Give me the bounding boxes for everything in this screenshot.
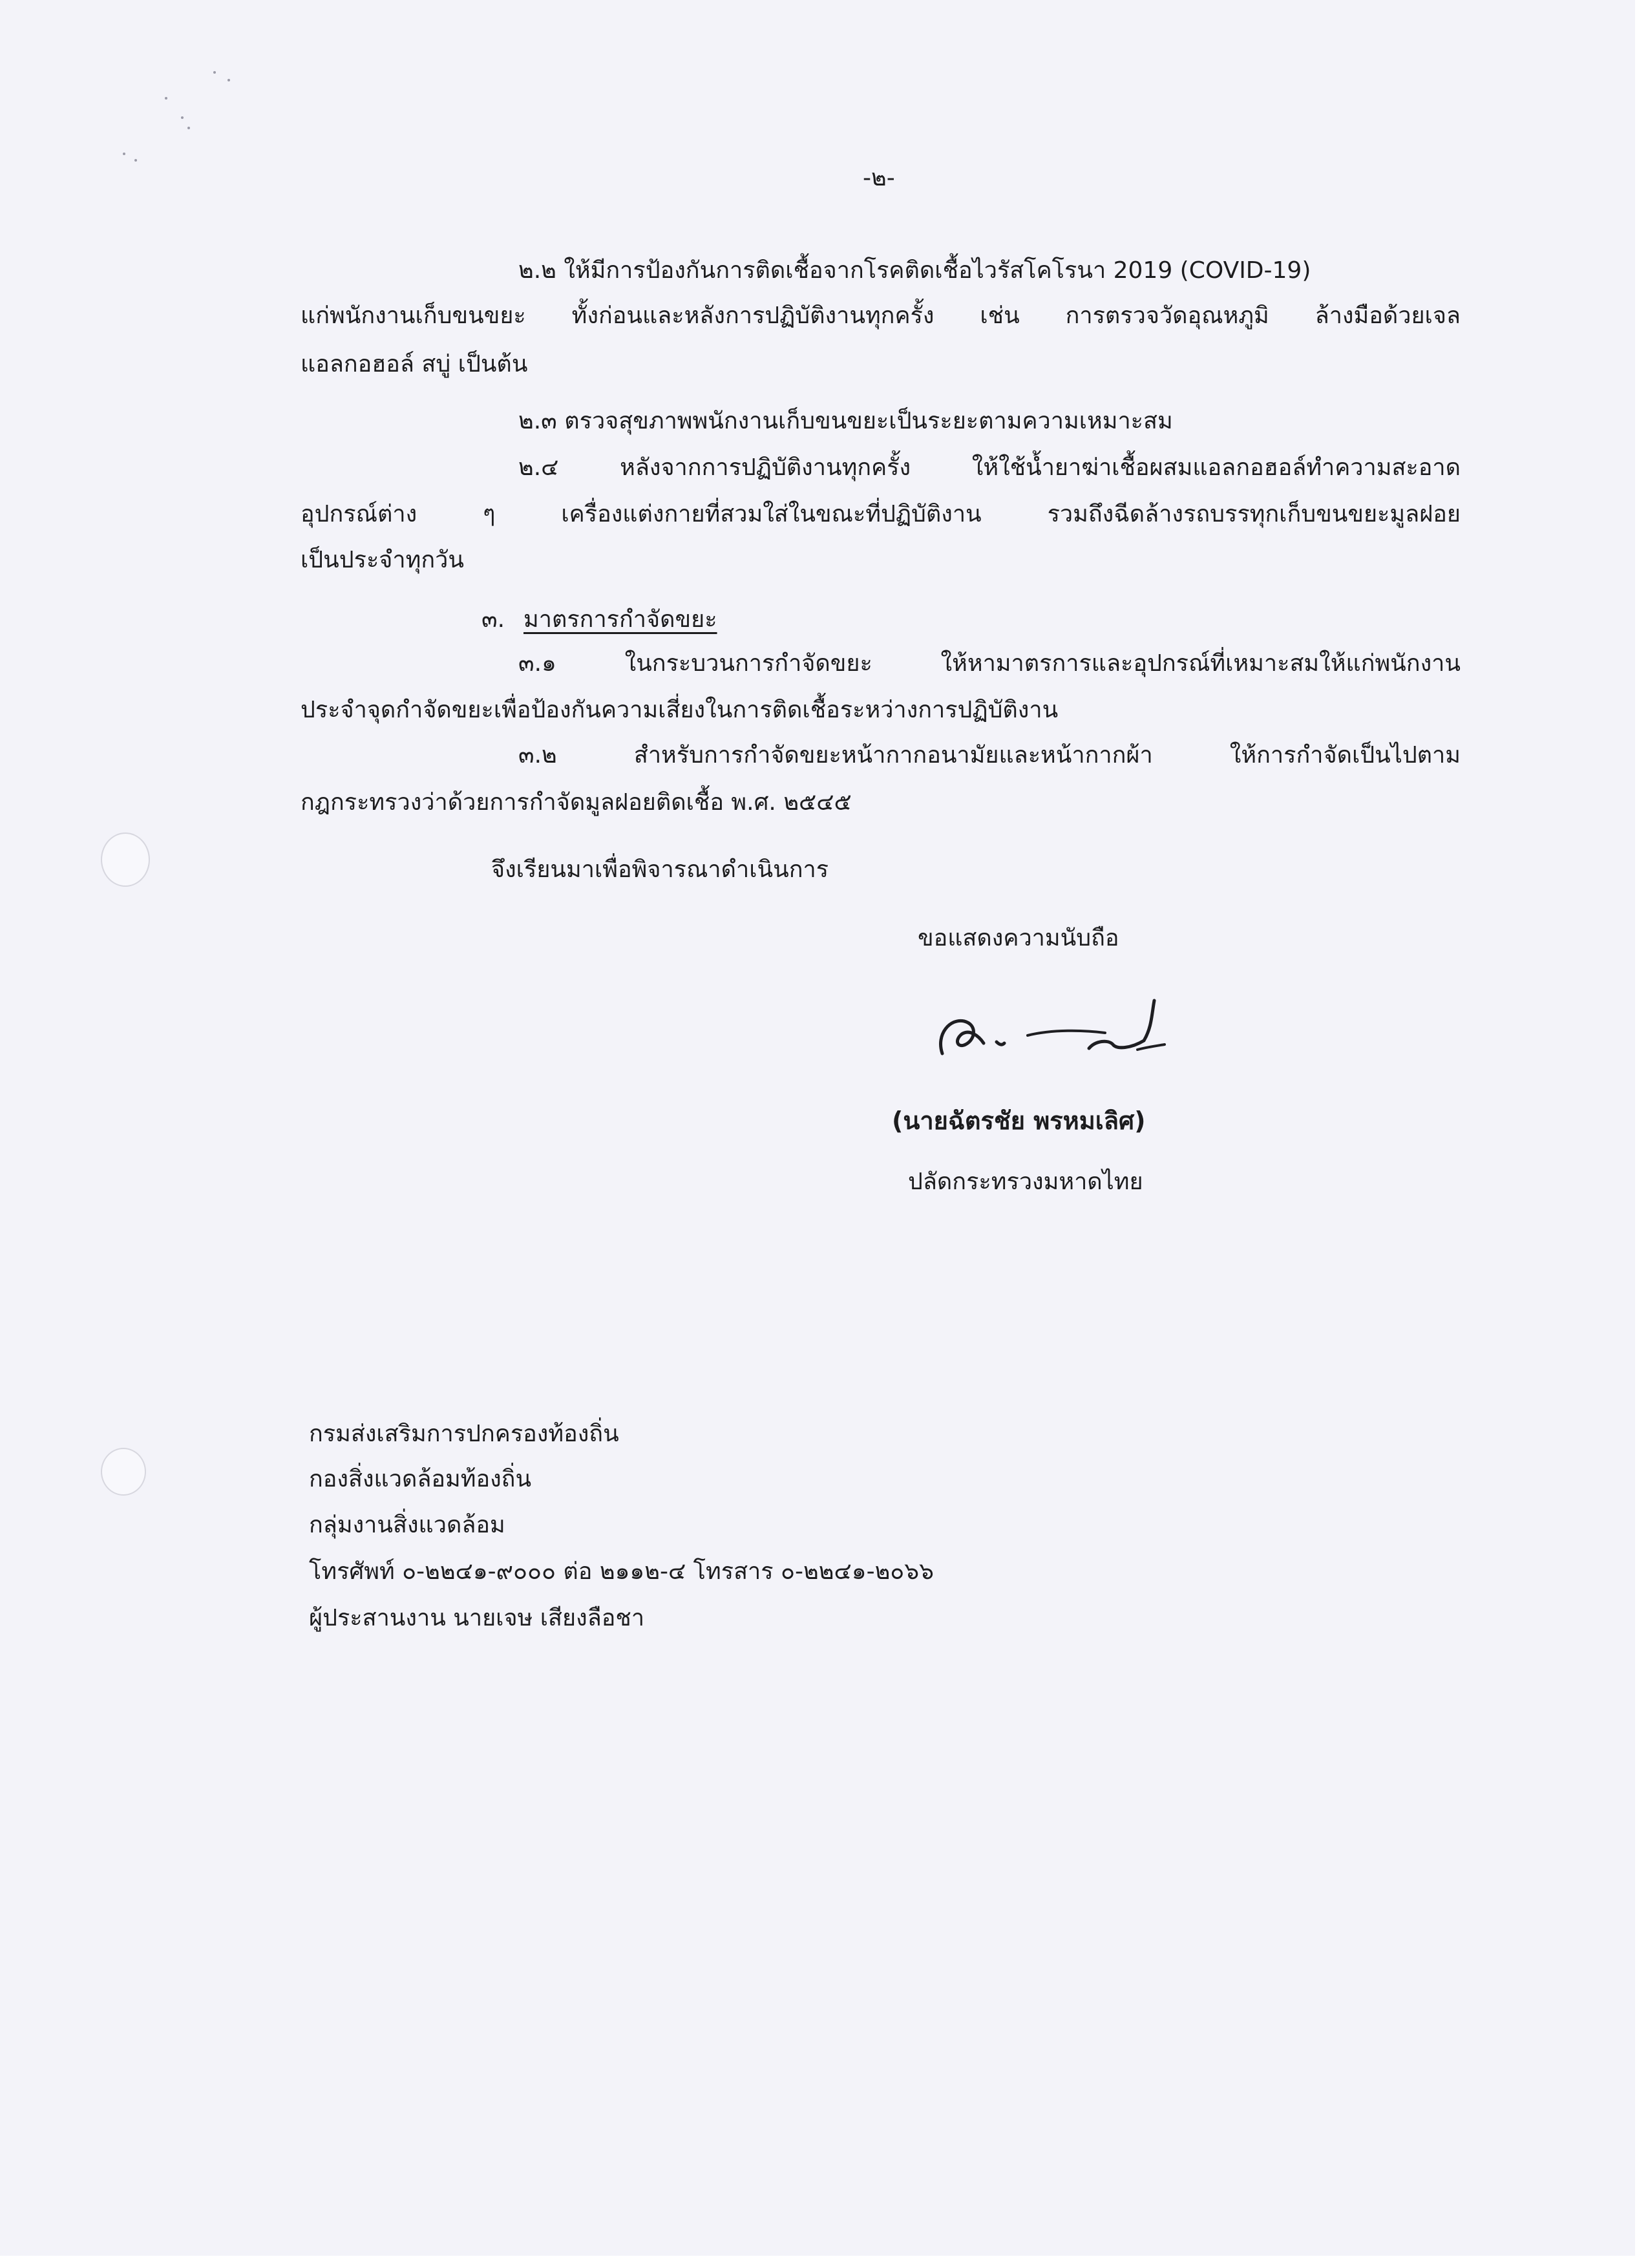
- page-edge-right: [1635, 0, 1648, 2268]
- punch-hole-top: [101, 832, 150, 887]
- contact-department: กรมส่งเสริมการปกครองท้องถิ่น: [309, 1421, 619, 1447]
- paragraph-3-2-line-1: ๓.๒ สำหรับการกำจัดขยะหน้ากากอนามัยและหน้ากากผ้า ให้การกำจัดเป็นไปตาม: [518, 742, 1461, 768]
- paragraph-2-2-line-1: ๒.๒ ให้มีการป้องกันการติดเชื้อจากโรคติดเชื้อไวรัสโคโรนา 2019 (COVID-19): [518, 257, 1311, 284]
- signatory-position: ปลัดกระทรวงมหาดไทย: [908, 1169, 1143, 1195]
- scan-speck: [213, 71, 216, 74]
- scan-speck: [165, 97, 167, 100]
- section-3-number: ๓.: [481, 606, 505, 633]
- punch-hole-bottom: [101, 1448, 146, 1496]
- paragraph-2-2-line-3: แอลกอฮอล์ สบู่ เป็นต้น: [301, 351, 528, 377]
- paragraph-2-3: ๒.๓ ตรวจสุขภาพพนักงานเก็บขนขยะเป็นระยะตามความเหมาะสม: [518, 408, 1173, 434]
- salutation: ขอแสดงความนับถือ: [918, 925, 1119, 951]
- contact-division: กองสิ่งแวดล้อมท้องถิ่น: [309, 1466, 532, 1492]
- paragraph-3-1-line-2: ประจำจุดกำจัดขยะเพื่อป้องกันความเสี่ยงในการติดเชื้อระหว่างการปฏิบัติงาน: [301, 697, 1059, 723]
- scan-speck: [134, 159, 137, 162]
- paragraph-2-2-line-2: แก่พนักงานเก็บขนขยะ ทั้งก่อนและหลังการปฏิบัติงานทุกครั้ง เช่น การตรวจวัดอุณหภูมิ ล้างมือด้วยเจล: [301, 302, 1461, 329]
- paragraph-3-2-line-2: กฎกระทรวงว่าด้วยการกำจัดมูลฝอยติดเชื้อ พ.ศ. ๒๕๔๕: [301, 789, 852, 816]
- scan-speck: [227, 79, 230, 81]
- paragraph-2-4-line-1: ๒.๔ หลังจากการปฏิบัติงานทุกครั้ง ให้ใช้น้ำยาฆ่าเชื้อผสมแอลกอฮอล์ทำความสะอาด: [518, 454, 1461, 481]
- closing-request: จึงเรียนมาเพื่อพิจารณาดำเนินการ: [491, 856, 829, 883]
- contact-phone: โทรศัพท์ ๐-๒๒๔๑-๙๐๐๐ ต่อ ๒๑๑๒-๔ โทรสาร ๐-๒๒๔๑-๒๐๖๖: [309, 1558, 934, 1585]
- scan-speck: [181, 116, 184, 119]
- paragraph-2-4-line-3: เป็นประจำทุกวัน: [301, 547, 464, 573]
- contact-coordinator: ผู้ประสานงาน นายเจษ เสียงลือชา: [309, 1605, 645, 1631]
- scan-speck: [123, 153, 125, 155]
- signatory-name: (นายฉัตรชัย พรหมเลิศ): [892, 1107, 1146, 1135]
- paragraph-3-1-line-1: ๓.๑ ในกระบวนการกำจัดขยะ ให้หามาตรการและอุปกรณ์ที่เหมาะสมให้แก่พนักงาน: [518, 650, 1461, 677]
- paragraph-2-4-line-2: อุปกรณ์ต่าง ๆ เครื่องแต่งกายที่สวมใส่ในขณะที่ปฏิบัติงาน รวมถึงฉีดล้างรถบรรทุกเก็บขนขยะมูลฝอย: [301, 501, 1461, 527]
- section-3-title: มาตรการกำจัดขยะ: [523, 606, 717, 633]
- contact-group: กลุ่มงานสิ่งแวดล้อม: [309, 1512, 505, 1538]
- page-number: -๒-: [863, 165, 895, 191]
- page-edge-bottom: [0, 2256, 1648, 2268]
- scan-speck: [187, 127, 190, 129]
- handwritten-signature: [924, 989, 1196, 1073]
